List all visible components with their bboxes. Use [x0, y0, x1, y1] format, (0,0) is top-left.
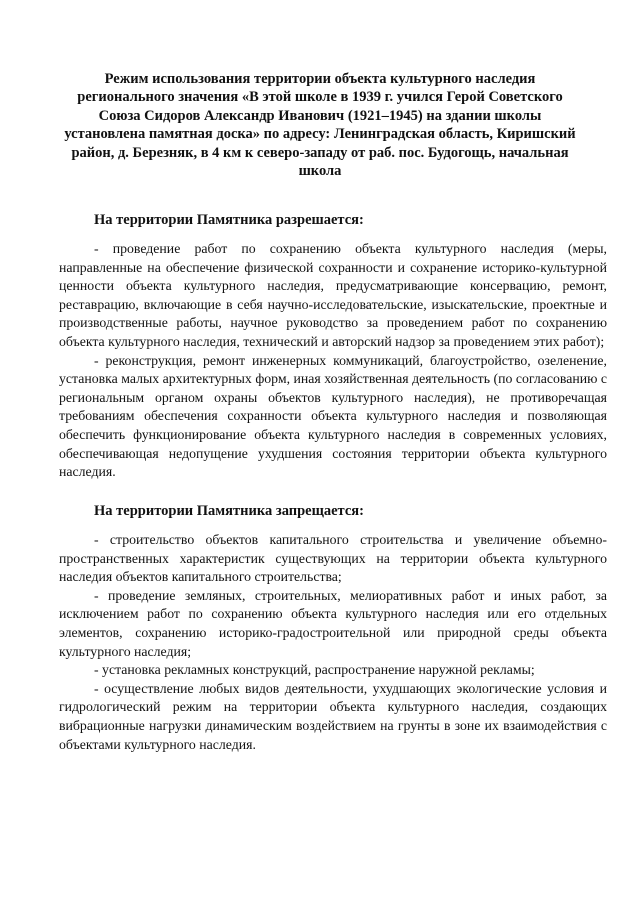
forbidden-list	[59, 531, 607, 754]
allowed-section-heading: На территории Памятника разрешается:	[94, 212, 364, 228]
forbidden-item-harmful-activities: - осуществление любых видов деятельности, ухудшающих экологические условия и гидрологический режим на территории объекта культурного наследия, создающих вибрационные нагрузки динамическим воздействием на грунты в зоне их взаимодействия с объектами культурного наследия.	[59, 680, 607, 752]
allowed-item-conservation-works: - проведение работ по сохранению объекта культурного наследия (меры, направленные на обеспечение физической сохранности и сохранение историко-культурной ценности объекта культурного наследия, предусматривающие консервацию, ремонт, реставрацию, включающие в себя научно-исследовательские, изыскательские, проектные и производственные работы, научное руководство за проведением работ по сохранению объекта культурного наследия, технический и авторский надзор за проведением этих работ);	[59, 241, 607, 349]
forbidden-item-capital-construction: - строительство объектов капитального строительства и увеличение объемно-пространственных характеристик существующих на территории объекта культурного наследия объектов капитального строительства;	[59, 532, 607, 585]
forbidden-item-advertising: - установка рекламных конструкций, распространение наружной рекламы;	[94, 662, 535, 678]
forbidden-item-earthworks: - проведение земляных, строительных, мелиоративных работ и иных работ, за исключением работ по сохранению объекта культурного наследия или его отдельных элементов, сохранению историко-градостроительной или природной среды объекта культурного наследия;	[59, 587, 607, 659]
document-title: Режим использования территории объекта культурного наследия регионального значения «В этой школе в 1939 г. учился Герой Советского Союза Сидоров Александр Иванович (1921–1945) на здании школы установлена памятная доска» по адресу: Ленинградская область, Киришский район, д. Березняк, в 4 км к северо-западу от раб. пос. Будогощь, начальная школа	[64, 71, 576, 180]
allowed-list	[59, 240, 607, 482]
forbidden-section-heading: На территории Памятника запрещается:	[94, 503, 364, 519]
allowed-item-reconstruction-landscaping: - реконструкция, ремонт инженерных коммуникаций, благоустройство, озеленение, установка малых архитектурных форм, иная хозяйственная деятельность (по согласованию с региональным органом охраны объектов культурного наследия), не противоречащая требованиям обеспечения сохранности объекта культурного наследия и позволяющая обеспечить функционирование объекта культурного наследия в современных условиях, обеспечивающая недопущение ухудшения состояния территории объекта культурного наследия.	[59, 352, 607, 480]
